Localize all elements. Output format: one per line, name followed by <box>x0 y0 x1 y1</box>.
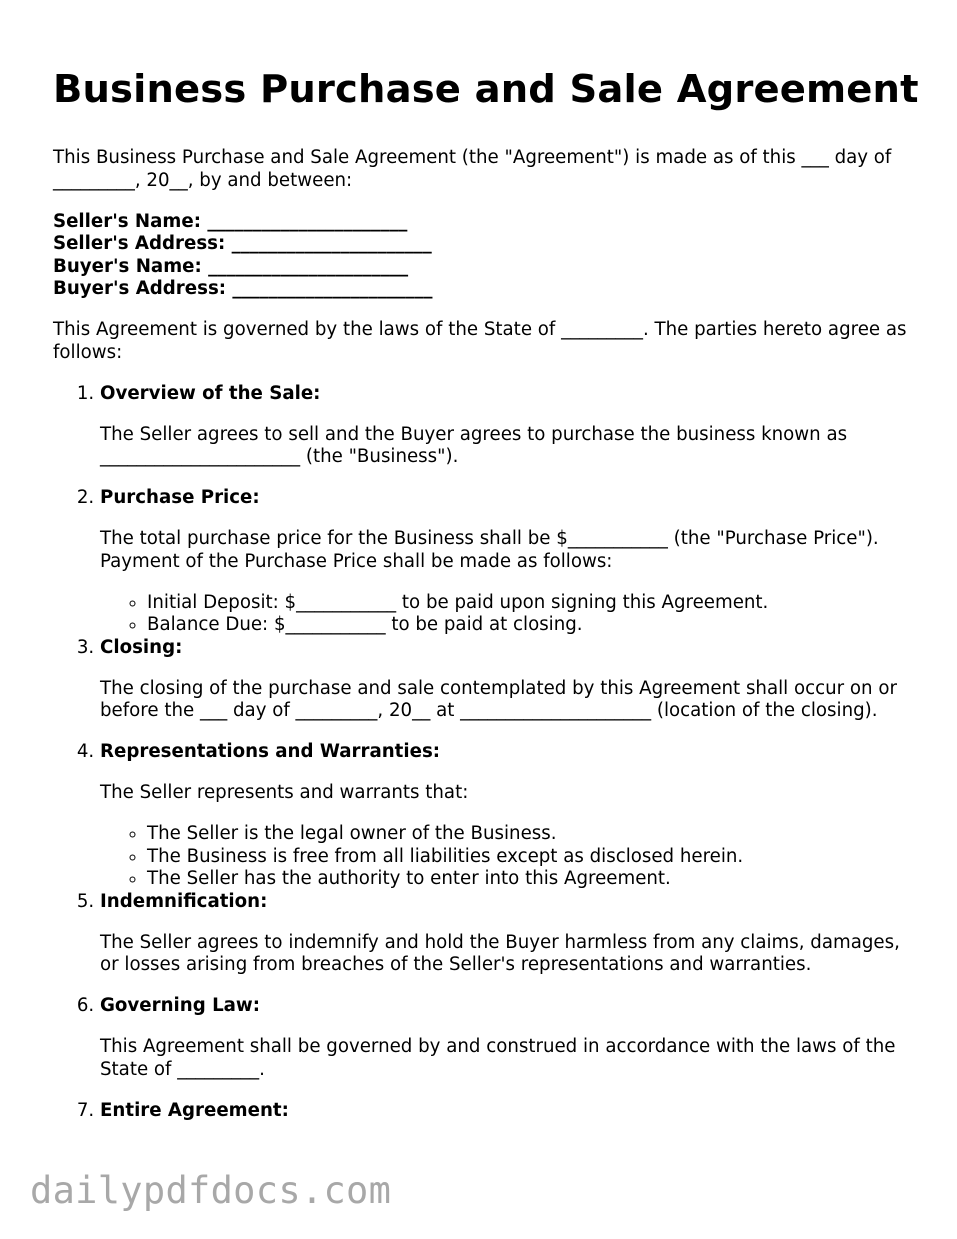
section-purchase-price <box>100 487 913 637</box>
section-entire-agreement <box>100 1100 913 1123</box>
section-title: 1. Overview of the Sale: <box>100 382 321 404</box>
section-title: 7. Entire Agreement: <box>100 1099 289 1121</box>
section-body: The Seller agrees to sell and the Buyer agrees to purchase the business known as ______________________ (the "Business"). <box>100 423 848 467</box>
list-item: ◦ Initial Deposit: $___________ to be paid upon signing this Agreement. <box>147 592 913 615</box>
section-body: The total purchase price for the Business shall be $___________ (the "Purchase Price"). Payment of the Purchase Price shall be made as follows: <box>100 528 879 572</box>
seller-address-line: Seller's Address: ______________________ <box>53 233 432 254</box>
section-title: 3. Closing: <box>100 636 183 658</box>
site-watermark: dailypdfdocs.com <box>30 1169 392 1212</box>
document-title: Business Purchase and Sale Agreement <box>53 67 919 112</box>
section-closing <box>100 637 913 723</box>
section-indemnification <box>100 891 913 977</box>
buyer-address-line: Buyer's Address: ______________________ <box>53 278 433 299</box>
parties-block <box>53 211 913 301</box>
list-item: ◦ The Seller is the legal owner of the Business. <box>147 823 913 846</box>
section-title: 2. Purchase Price: <box>100 487 260 508</box>
section-body: The Seller represents and warrants that: <box>100 782 469 803</box>
intro-paragraph: This Business Purchase and Sale Agreement (the "Agreement") is made as of this ___ day of _________, 20__, by and between: <box>53 147 892 191</box>
seller-name-line: Seller's Name: ______________________ <box>53 210 408 232</box>
section-representations <box>100 741 913 891</box>
section-governing-law <box>100 995 913 1081</box>
document-page <box>53 66 919 1141</box>
list-item: ◦ The Business is free from all liabilities except as disclosed herein. <box>147 846 913 869</box>
section-overview <box>100 383 913 469</box>
sections-list <box>53 383 913 1123</box>
list-item: ◦ The Seller has the authority to enter into this Agreement. <box>147 868 913 891</box>
payment-terms-list <box>100 592 913 637</box>
section-body: This Agreement shall be governed by and construed in accordance with the laws of the State of _________. <box>100 1036 896 1080</box>
section-title: 5. Indemnification: <box>100 890 268 912</box>
buyer-name-line: Buyer's Name: ______________________ <box>53 255 409 277</box>
section-title: 4. Representations and Warranties: <box>100 741 441 762</box>
section-body: The closing of the purchase and sale contemplated by this Agreement shall occur on or before the ___ day of _________, 20__ at _____________________ (location of the closing). <box>100 677 897 721</box>
governing-intro-paragraph: This Agreement is governed by the laws of the State of _________. The parties hereto agree as follows: <box>53 319 907 363</box>
section-title: 6. Governing Law: <box>100 995 261 1016</box>
section-body: The Seller agrees to indemnify and hold the Buyer harmless from any claims, damages, or losses arising from breaches of the Seller's representations and warranties. <box>100 931 900 975</box>
warranties-list <box>100 823 913 891</box>
list-item: ◦ Balance Due: $___________ to be paid at closing. <box>147 614 913 637</box>
